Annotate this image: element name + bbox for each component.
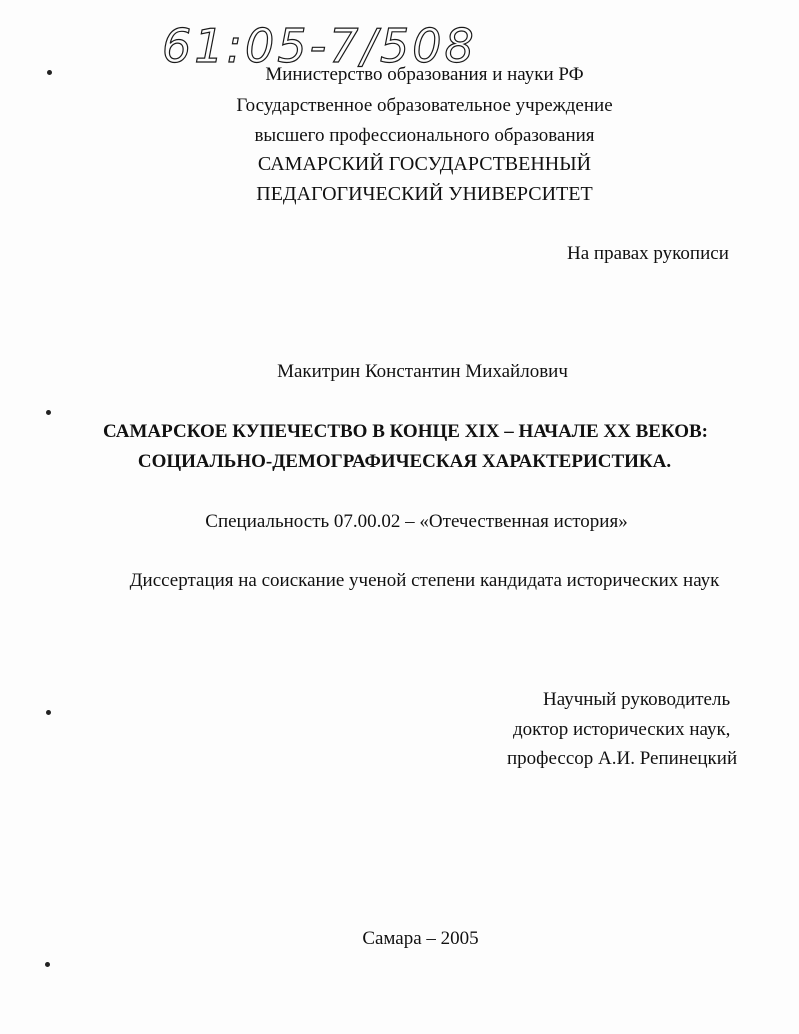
- ministry-line: Министерство образования и науки РФ: [265, 64, 584, 85]
- supervisor-role: Научный руководитель: [543, 689, 731, 710]
- specialty-line: Специальность 07.00.02 – «Отечественная история»: [205, 511, 628, 532]
- university-name-line2: ПЕДАГОГИЧЕСКИЙ УНИВЕРСИТЕТ: [256, 183, 593, 205]
- margin-dot: [46, 710, 51, 715]
- margin-dot: [46, 410, 51, 415]
- manuscript-rights-note: На правах рукописи: [567, 243, 729, 264]
- institution-type-line: Государственное образовательное учреждение: [236, 95, 613, 116]
- city-year: Самара – 2005: [362, 928, 479, 949]
- supervisor-name: профессор А.И. Репинецкий: [507, 748, 738, 769]
- education-level-line: высшего профессионального образования: [254, 125, 595, 146]
- margin-dot: [45, 962, 50, 967]
- university-name-line1: САМАРСКИЙ ГОСУДАРСТВЕННЫЙ: [257, 153, 592, 175]
- supervisor-degree: доктор исторических наук,: [513, 719, 731, 740]
- dissertation-title-line2: СОЦИАЛЬНО-ДЕМОГРАФИЧЕСКАЯ ХАРАКТЕРИСТИКА.: [137, 451, 672, 472]
- handwritten-code-text: 61:05-7/508: [162, 19, 477, 73]
- dissertation-title-line1: САМАРСКОЕ КУПЕЧЕСТВО В КОНЦЕ XIX – НАЧАЛЕ XX ВЕКОВ:: [102, 421, 709, 442]
- degree-line: Диссертация на соискание ученой степени кандидата исторических наук: [129, 570, 720, 591]
- author-name: Макитрин Константин Михайлович: [277, 361, 568, 382]
